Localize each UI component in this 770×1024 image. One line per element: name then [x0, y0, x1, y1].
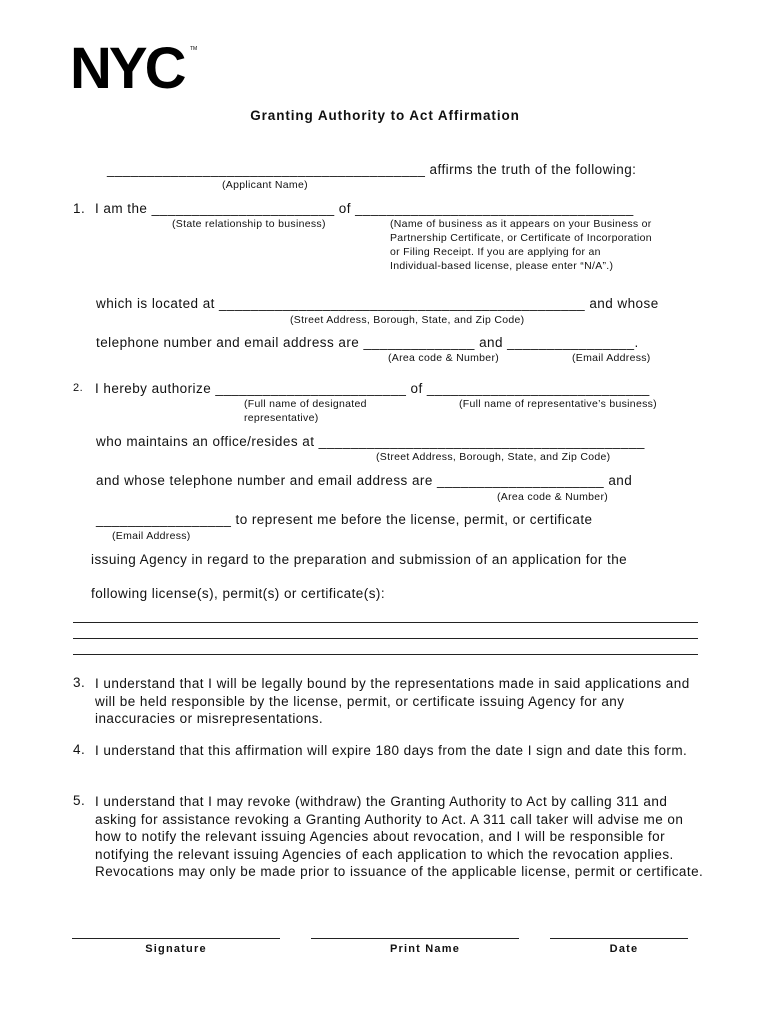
item-3-text: I understand that I will be legally bound by the representations made in said applications and will be held responsible by the license, permit, or certificate issuing Agency for any inaccuracies or misrepresentations. — [95, 676, 690, 726]
applicant-name-line[interactable]: ________________________________________ affirms the truth of the following: — [107, 162, 637, 177]
representative-line[interactable]: I hereby authorize ________________________ of ____________________________ — [95, 381, 650, 396]
item-4-number: 4. — [73, 742, 86, 757]
signature-label: Signature — [145, 943, 207, 955]
license-entry-line-3[interactable] — [73, 654, 698, 655]
business-name-caption-4: Individual-based license, please enter “N/A”.) — [390, 260, 614, 272]
rep-email-line[interactable]: _________________ to represent me before the license, permit, or certificate — [96, 512, 593, 527]
business-name-caption-2: Partnership Certificate, or Certificate of Incorporation — [390, 232, 652, 244]
item-2-number: 2. — [73, 382, 84, 394]
item-4-text: I understand that this affirmation will expire 180 days from the date I sign and date this form. — [95, 743, 688, 758]
date-line[interactable] — [550, 938, 688, 939]
nyc-logo — [70, 38, 200, 94]
page-title: Granting Authority to Act Affirmation — [250, 108, 520, 123]
business-address-caption: (Street Address, Borough, State, and Zip Code) — [290, 314, 525, 326]
rep-phone-email-line[interactable]: and whose telephone number and email address are _____________________ and — [96, 473, 633, 488]
rep-email-caption: (Email Address) — [112, 530, 191, 542]
rep-business-caption: (Full name of representative’s business) — [459, 398, 657, 410]
rep-phone-caption: (Area code & Number) — [497, 491, 609, 503]
print-name-line[interactable] — [311, 938, 519, 939]
business-name-caption-3: or Filing Receipt. If you are applying for an — [390, 246, 601, 258]
license-entry-line-2[interactable] — [73, 638, 698, 639]
logo-trademark: TM — [190, 46, 198, 52]
item-1-relationship-line[interactable]: I am the _______________________ of ___________________________________ — [95, 201, 634, 216]
applicant-name-caption: (Applicant Name) — [222, 179, 308, 191]
designated-rep-caption-1: (Full name of designated — [244, 398, 367, 410]
item-5-text: I understand that I may revoke (withdraw) the Granting Authority to Act by calling 311 and asking for assistance revoking a Granting Authority to Act. A 311 call taker will advise me on how to notify the relevant issuing Agencies about revocation, and I will be responsible for notifying the relevant issuing Agencies of each application to which the revocation applies. Revocations may only be made prior to issuance of the applicable license, permit or certificate. — [95, 794, 704, 879]
item-1-number: 1. — [73, 201, 86, 216]
rep-address-caption: (Street Address, Borough, State, and Zip Code) — [376, 451, 611, 463]
issuing-agency-text: issuing Agency in regard to the preparation and submission of an application for the — [91, 552, 628, 567]
relationship-caption: (State relationship to business) — [172, 218, 326, 230]
business-name-caption-1: (Name of business as it appears on your Business or — [390, 218, 652, 230]
designated-rep-caption-2: representative) — [244, 412, 319, 424]
licenses-intro-text: following license(s), permit(s) or certificate(s): — [91, 586, 386, 601]
business-phone-email-line[interactable]: telephone number and email address are ______________ and ________________. — [96, 335, 639, 350]
license-entry-line-1[interactable] — [73, 622, 698, 623]
rep-address-line[interactable]: who maintains an office/resides at _________________________________________ — [96, 434, 645, 449]
signature-line[interactable] — [72, 938, 280, 939]
item-3-number: 3. — [73, 675, 86, 690]
business-address-line[interactable]: which is located at ______________________________________________ and whose — [96, 296, 659, 311]
logo-text: NYC — [70, 38, 184, 94]
print-name-label: Print Name — [389, 943, 461, 955]
date-label: Date — [609, 943, 639, 955]
item-5-number: 5. — [73, 793, 86, 808]
business-phone-caption: (Area code & Number) — [388, 352, 500, 364]
business-email-caption: (Email Address) — [572, 352, 651, 364]
